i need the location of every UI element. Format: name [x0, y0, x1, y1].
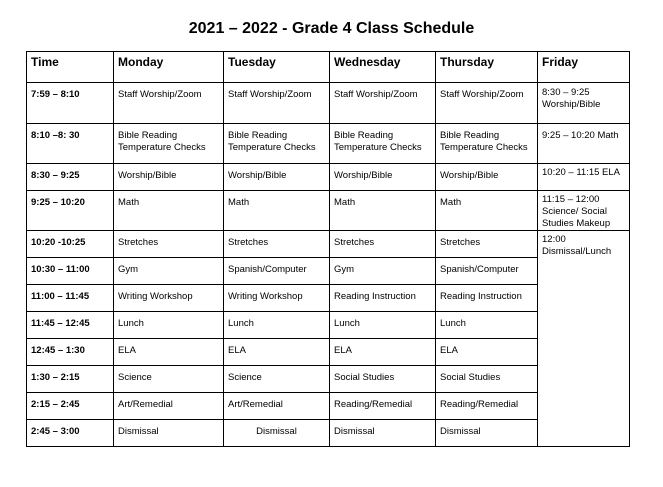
monday-cell: Writing Workshop	[113, 284, 223, 311]
header-friday: Friday	[537, 51, 629, 82]
thursday-cell: ELA	[435, 338, 537, 365]
time-cell: 2:45 – 3:00	[26, 419, 113, 446]
thursday-cell: Math	[435, 190, 537, 230]
monday-cell: Gym	[113, 257, 223, 284]
time-cell: 11:45 – 12:45	[26, 311, 113, 338]
friday-cell: 12:00 Dismissal/Lunch	[537, 230, 629, 446]
friday-cell: 10:20 – 11:15 ELA	[537, 163, 629, 190]
schedule-title: 2021 – 2022 - Grade 4 Class Schedule	[188, 20, 475, 37]
thursday-cell: Reading Instruction	[435, 284, 537, 311]
tuesday-cell: Staff Worship/Zoom	[223, 82, 329, 123]
header-time: Time	[26, 51, 113, 82]
time-cell: 12:45 – 1:30	[26, 338, 113, 365]
monday-cell: Art/Remedial	[113, 392, 223, 419]
tuesday-cell: Science	[223, 365, 329, 392]
thursday-cell: Spanish/Computer	[435, 257, 537, 284]
time-cell: 10:30 – 11:00	[26, 257, 113, 284]
time-cell: 7:59 – 8:10	[26, 82, 113, 123]
friday-cell: 8:30 – 9:25 Worship/Bible	[537, 82, 629, 123]
tuesday-cell: Math	[223, 190, 329, 230]
monday-cell: Staff Worship/Zoom	[113, 82, 223, 123]
tuesday-cell: Writing Workshop	[223, 284, 329, 311]
thursday-cell: Stretches	[435, 230, 537, 257]
header-monday: Monday	[113, 51, 223, 82]
time-cell: 9:25 – 10:20	[26, 190, 113, 230]
wednesday-cell: Social Studies	[329, 365, 435, 392]
tuesday-cell: ELA	[223, 338, 329, 365]
wednesday-cell: ELA	[329, 338, 435, 365]
thursday-cell: Worship/Bible	[435, 163, 537, 190]
monday-cell: Dismissal	[113, 419, 223, 446]
thursday-cell: Bible Reading Temperature Checks	[435, 123, 537, 163]
wednesday-cell: Lunch	[329, 311, 435, 338]
time-cell: 11:00 – 11:45	[26, 284, 113, 311]
thursday-cell: Staff Worship/Zoom	[435, 82, 537, 123]
thursday-cell: Reading/Remedial	[435, 392, 537, 419]
monday-cell: Bible Reading Temperature Checks	[113, 123, 223, 163]
time-cell: 8:30 – 9:25	[26, 163, 113, 190]
wednesday-cell: Math	[329, 190, 435, 230]
monday-cell: Math	[113, 190, 223, 230]
friday-cell: 11:15 – 12:00 Science/ Social Studies Makeup	[537, 190, 629, 230]
header-thursday: Thursday	[435, 51, 537, 82]
thursday-cell: Social Studies	[435, 365, 537, 392]
header-tuesday: Tuesday	[223, 51, 329, 82]
thursday-cell: Lunch	[435, 311, 537, 338]
wednesday-cell: Gym	[329, 257, 435, 284]
header-wednesday: Wednesday	[329, 51, 435, 82]
friday-cell: 9:25 – 10:20 Math	[537, 123, 629, 163]
monday-cell: Worship/Bible	[113, 163, 223, 190]
wednesday-cell: Reading/Remedial	[329, 392, 435, 419]
wednesday-cell: Stretches	[329, 230, 435, 257]
tuesday-cell: Dismissal	[223, 419, 329, 446]
tuesday-cell: Spanish/Computer	[223, 257, 329, 284]
time-cell: 10:20 -10:25	[26, 230, 113, 257]
time-cell: 8:10 –8: 30	[26, 123, 113, 163]
time-cell: 2:15 – 2:45	[26, 392, 113, 419]
tuesday-cell: Art/Remedial	[223, 392, 329, 419]
monday-cell: Lunch	[113, 311, 223, 338]
tuesday-cell: Stretches	[223, 230, 329, 257]
wednesday-cell: Dismissal	[329, 419, 435, 446]
monday-cell: ELA	[113, 338, 223, 365]
tuesday-cell: Bible Reading Temperature Checks	[223, 123, 329, 163]
thursday-cell: Dismissal	[435, 419, 537, 446]
wednesday-cell: Bible Reading Temperature Checks	[329, 123, 435, 163]
tuesday-cell: Worship/Bible	[223, 163, 329, 190]
monday-cell: Stretches	[113, 230, 223, 257]
schedule-table	[26, 51, 630, 447]
tuesday-cell: Lunch	[223, 311, 329, 338]
wednesday-cell: Staff Worship/Zoom	[329, 82, 435, 123]
wednesday-cell: Reading Instruction	[329, 284, 435, 311]
monday-cell: Science	[113, 365, 223, 392]
wednesday-cell: Worship/Bible	[329, 163, 435, 190]
time-cell: 1:30 – 2:15	[26, 365, 113, 392]
